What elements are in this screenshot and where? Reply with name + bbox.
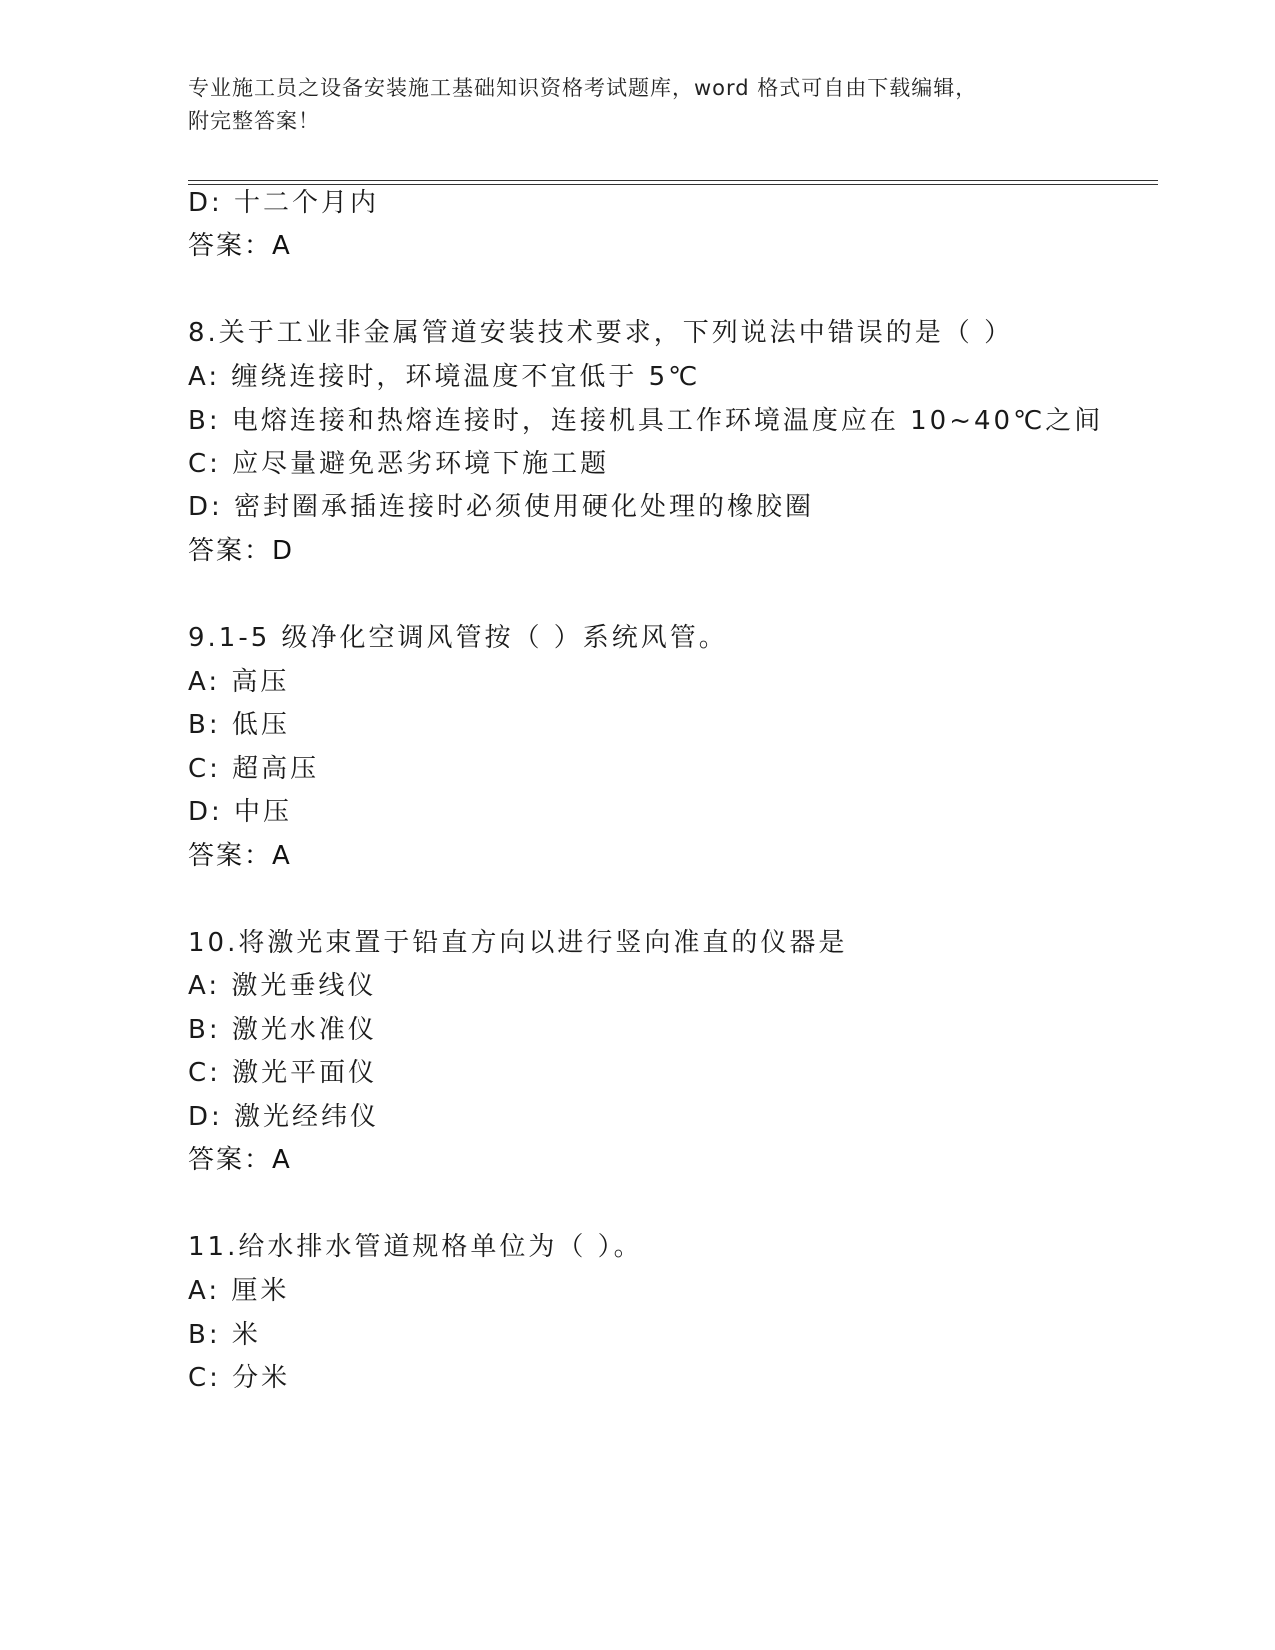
- question-9-stem: 9.1-5 级净化空调风管按（ ）系统风管。: [188, 623, 728, 653]
- question-9-option-a: A: 高压: [188, 667, 290, 697]
- prev-question-option-d: D: 十二个月内: [188, 188, 380, 218]
- question-9-answer: 答案：A: [188, 841, 292, 871]
- question-9-option-c: C: 超高压: [188, 754, 320, 784]
- prev-question-answer: 答案：A: [188, 231, 292, 261]
- question-10-option-a: A: 激光垂线仪: [188, 971, 377, 1001]
- question-10-stem: 10.将激光束置于铅直方向以进行竖向准直的仪器是: [188, 928, 848, 958]
- question-11-option-b: B: 米: [188, 1320, 261, 1350]
- question-8-stem: 8.关于工业非金属管道安装技术要求，下列说法中错误的是（ ）: [188, 318, 1014, 348]
- question-9-option-b: B: 低压: [188, 710, 290, 740]
- question-10-option-c: C: 激光平面仪: [188, 1058, 378, 1088]
- question-8-answer: 答案：D: [188, 536, 295, 566]
- header-title-line-2: 附完整答案！: [188, 109, 320, 133]
- document-header: [188, 72, 1158, 138]
- question-8-option-b: B: 电熔连接和热熔连接时，连接机具工作环境温度应在 10~40℃之间: [188, 406, 1104, 436]
- question-10-option-b: B: 激光水准仪: [188, 1015, 377, 1045]
- question-10-option-d: D: 激光经纬仪: [188, 1102, 380, 1132]
- question-9-option-d: D: 中压: [188, 797, 293, 827]
- question-8-option-d: D: 密封圈承插连接时必须使用硬化处理的橡胶圈: [188, 492, 815, 522]
- header-divider-bottom: [188, 184, 1158, 185]
- question-11-option-a: A: 厘米: [188, 1276, 290, 1306]
- question-11-option-c: C: 分米: [188, 1363, 291, 1393]
- header-title-line-1: 专业施工员之设备安装施工基础知识资格考试题库，word 格式可自由下载编辑，: [188, 76, 978, 100]
- question-11-stem: 11.给水排水管道规格单位为（ ）。: [188, 1232, 643, 1262]
- header-divider-top: [188, 180, 1158, 181]
- question-10-answer: 答案：A: [188, 1145, 292, 1175]
- question-8-option-c: C: 应尽量避免恶劣环境下施工题: [188, 449, 610, 479]
- question-8-option-a: A: 缠绕连接时，环境温度不宜低于 5℃: [188, 362, 701, 392]
